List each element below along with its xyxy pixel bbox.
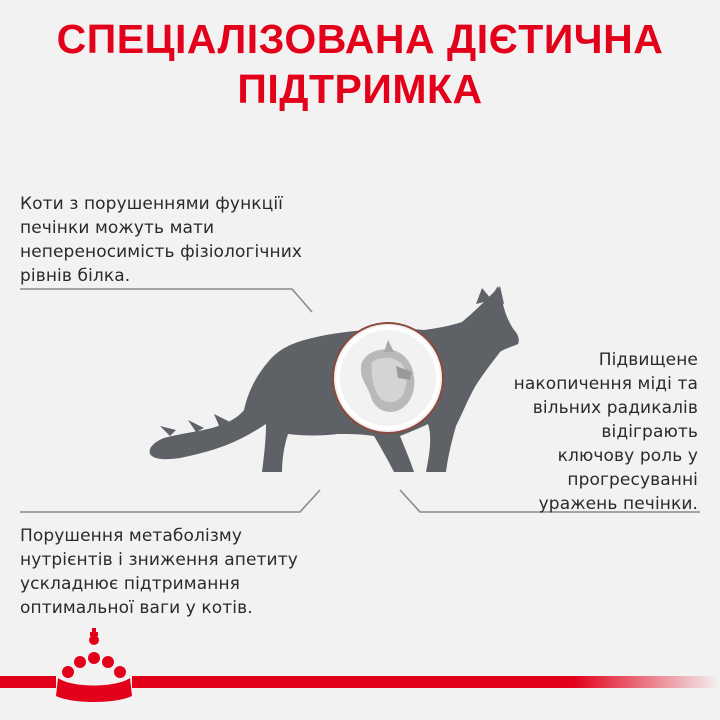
title-line-2: ПІДТРИМКА: [237, 66, 483, 112]
note-line: ключову роль у: [557, 446, 698, 466]
title-line-1: СПЕЦІАЛІЗОВАНА ДІЄТИЧНА: [56, 16, 664, 62]
footer-brand-bar: [0, 674, 720, 688]
note-line: Підвищене: [598, 350, 698, 370]
note-line: рівнів білка.: [20, 266, 131, 286]
callout-line-top-left: [20, 289, 312, 312]
note-line: нутрієнтів і зниження апетиту: [20, 550, 298, 570]
note-protein-intolerance: [20, 192, 302, 288]
note-line: оптимальної ваги у котів.: [20, 598, 253, 618]
royal-canin-crown-logo: [56, 628, 132, 702]
note-metabolism-weight: [20, 524, 298, 620]
note-line: уражень печінки.: [538, 494, 698, 514]
note-line: відіграють: [601, 422, 698, 442]
note-line: ускладнює підтримання: [20, 574, 241, 594]
note-copper-free-radicals: [514, 348, 698, 516]
note-line: Коти з порушеннями функції: [20, 194, 283, 214]
note-line: печінки можуть мати: [20, 218, 215, 238]
note-line: непереносимість фізіологічних: [20, 242, 303, 262]
note-line: накопичення міді та: [513, 374, 698, 394]
callout-line-bottom-left: [20, 490, 320, 512]
note-line: Порушення метаболізму: [20, 526, 243, 546]
note-line: прогресуванні: [567, 470, 698, 490]
note-line: вільних радикалів: [532, 398, 698, 418]
